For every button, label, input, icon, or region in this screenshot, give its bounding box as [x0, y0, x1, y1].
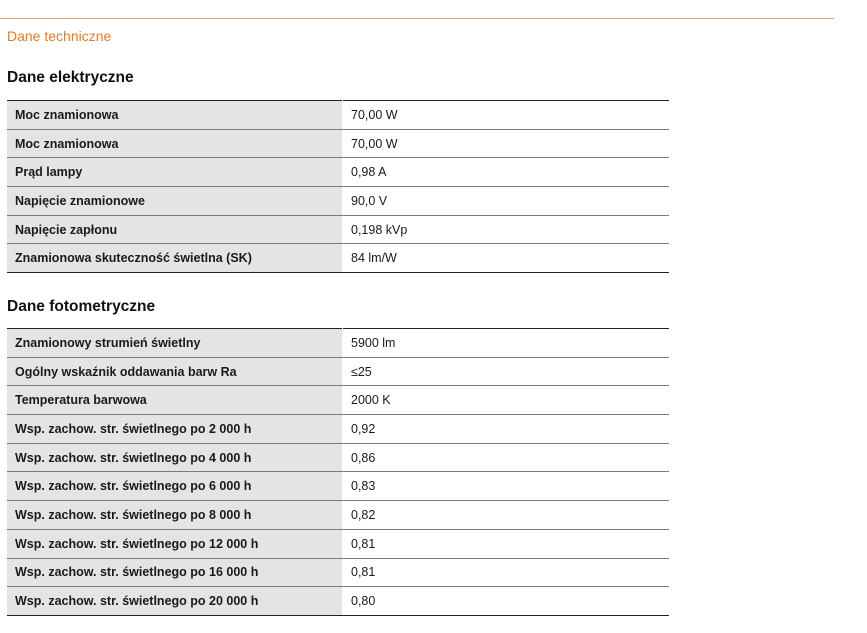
spec-value: 0,83	[343, 472, 670, 501]
spec-value: 0,81	[343, 558, 670, 587]
header-divider	[0, 18, 834, 19]
spec-label: Wsp. zachow. str. świetlnego po 12 000 h	[7, 529, 343, 558]
section-title-photometric: Dane fotometryczne	[7, 298, 156, 315]
spec-label: Moc znamionowa	[7, 129, 343, 158]
table-row	[7, 415, 669, 444]
table-row	[7, 558, 669, 587]
table-row	[7, 187, 669, 216]
spec-label: Prąd lampy	[7, 158, 343, 187]
spec-value: 0,98 A	[343, 158, 670, 187]
table-row	[7, 529, 669, 558]
spec-label: Wsp. zachow. str. świetlnego po 6 000 h	[7, 472, 343, 501]
table-row	[7, 357, 669, 386]
spec-label: Wsp. zachow. str. świetlnego po 16 000 h	[7, 558, 343, 587]
spec-label: Wsp. zachow. str. świetlnego po 4 000 h	[7, 443, 343, 472]
spec-label: Napięcie znamionowe	[7, 187, 343, 216]
table-row	[7, 443, 669, 472]
spec-label: Temperatura barwowa	[7, 386, 343, 415]
spec-label: Znamionowy strumień świetlny	[7, 329, 343, 358]
spec-label: Moc znamionowa	[7, 101, 343, 130]
spec-value: 2000 K	[343, 386, 670, 415]
spec-label: Napięcie zapłonu	[7, 215, 343, 244]
spec-label: Znamionowa skuteczność świetlna (SK)	[7, 244, 343, 273]
table-row	[7, 587, 669, 616]
spec-value: 0,80	[343, 587, 670, 616]
spec-label: Ogólny wskaźnik oddawania barw Ra	[7, 357, 343, 386]
page-title: Dane techniczne	[7, 28, 112, 44]
spec-value: 0,92	[343, 415, 670, 444]
spec-value: 90,0 V	[343, 187, 670, 216]
table-row	[7, 386, 669, 415]
table-row	[7, 215, 669, 244]
table-row	[7, 101, 669, 130]
spec-label: Wsp. zachow. str. świetlnego po 2 000 h	[7, 415, 343, 444]
table-row	[7, 244, 669, 273]
section-title-electrical: Dane elektryczne	[7, 69, 134, 86]
spec-value: 5900 lm	[343, 329, 670, 358]
spec-label: Wsp. zachow. str. świetlnego po 20 000 h	[7, 587, 343, 616]
spec-value: 0,86	[343, 443, 670, 472]
table-row	[7, 329, 669, 358]
spec-value: 70,00 W	[343, 129, 670, 158]
spec-value: 0,82	[343, 501, 670, 530]
spec-value: 0,198 kVp	[343, 215, 670, 244]
spec-label: Wsp. zachow. str. świetlnego po 8 000 h	[7, 501, 343, 530]
table-row	[7, 158, 669, 187]
spec-value: 0,81	[343, 529, 670, 558]
photometric-spec-table	[7, 328, 669, 616]
table-row	[7, 472, 669, 501]
spec-value: ≤25	[343, 357, 670, 386]
electrical-spec-table	[7, 100, 669, 273]
spec-value: 70,00 W	[343, 101, 670, 130]
table-row	[7, 501, 669, 530]
spec-value: 84 lm/W	[343, 244, 670, 273]
table-row	[7, 129, 669, 158]
